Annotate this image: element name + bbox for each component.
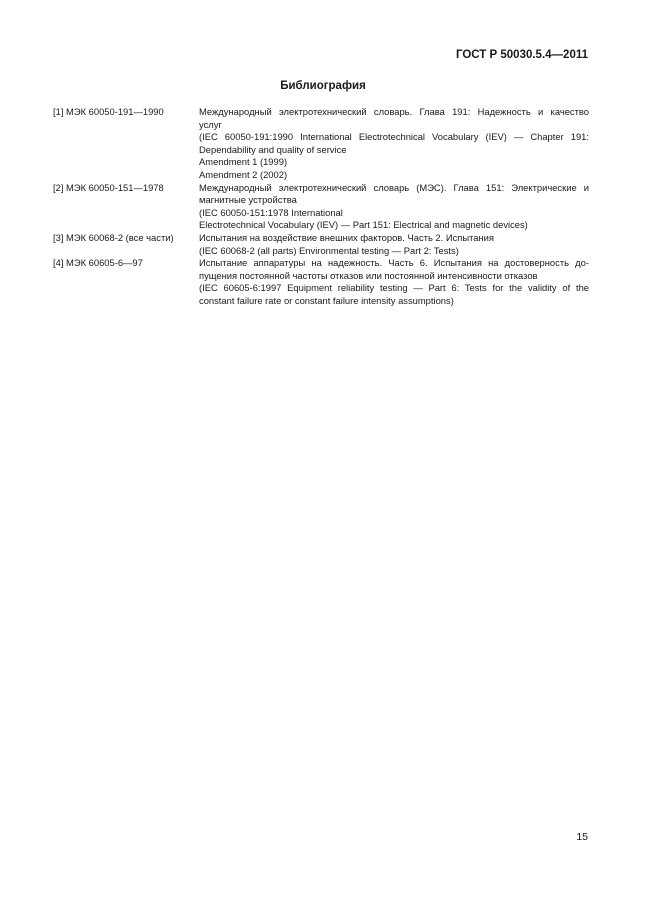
bibliography-list bbox=[53, 106, 589, 308]
entry-line: Amendment 2 (2002) bbox=[199, 168, 288, 180]
entry-description bbox=[199, 257, 589, 307]
entry-line: Международный электротехнический словарь (МЭС). Глава 151: Электрические и bbox=[199, 181, 589, 193]
entry-line: пущения постоянной частоты отказов или постоянной интенсивности отказов bbox=[199, 269, 538, 281]
entry-line: (IEC 60050-151:1978 International bbox=[199, 206, 343, 218]
entry-description bbox=[199, 232, 589, 257]
bibliography-entry bbox=[53, 106, 589, 182]
entry-line: Международный электротехнический словарь. Глава 191: Надежность и качество bbox=[199, 106, 589, 117]
entry-line: магнитные устройства bbox=[199, 194, 297, 206]
entry-description bbox=[199, 106, 589, 182]
entry-reference: [1] МЭК 60050-191—1990 bbox=[53, 106, 164, 117]
entry-reference: [4] МЭК 60605-6—97 bbox=[53, 257, 143, 269]
bibliography-entry bbox=[53, 232, 589, 257]
entry-line: Amendment 1 (1999) bbox=[199, 156, 288, 168]
entry-reference: [3] МЭК 60068-2 (все части) bbox=[53, 231, 174, 243]
entry-line: Dependability and quality of service bbox=[199, 143, 347, 155]
entry-line: (IEC 60605-6:1997 Equipment reliability testing — Part 6: Tests for the validity of the bbox=[199, 282, 589, 294]
entry-line: Electrotechnical Vocabulary (IEV) — Part 151: Electrical and magnetic devices) bbox=[199, 219, 528, 231]
document-code: ГОСТ Р 50030.5.4—2011 bbox=[455, 49, 588, 61]
bibliography-entry bbox=[53, 182, 589, 232]
page-number: 15 bbox=[576, 831, 588, 843]
entry-line: constant failure rate or constant failure intensity assumptions) bbox=[199, 294, 454, 306]
entry-line: Испытания на воздействие внешних факторов. Часть 2. Испытания bbox=[199, 231, 494, 243]
entry-description bbox=[199, 182, 589, 232]
bibliography-entry bbox=[53, 257, 589, 307]
entry-line: Испытание аппаратуры на надежность. Часть 6. Испытания на достоверность до- bbox=[199, 257, 589, 269]
entry-line: (IEC 60068-2 (all parts) Environmental testing — Part 2: Tests) bbox=[199, 244, 459, 256]
entry-reference: [2] МЭК 60050-151—1978 bbox=[53, 181, 164, 193]
entry-line: услуг bbox=[199, 118, 222, 130]
entry-line: (IEC 60050-191:1990 International Electrotechnical Vocabulary (IEV) — Chapter 191: bbox=[199, 131, 589, 143]
section-title: Библиография bbox=[280, 80, 366, 92]
